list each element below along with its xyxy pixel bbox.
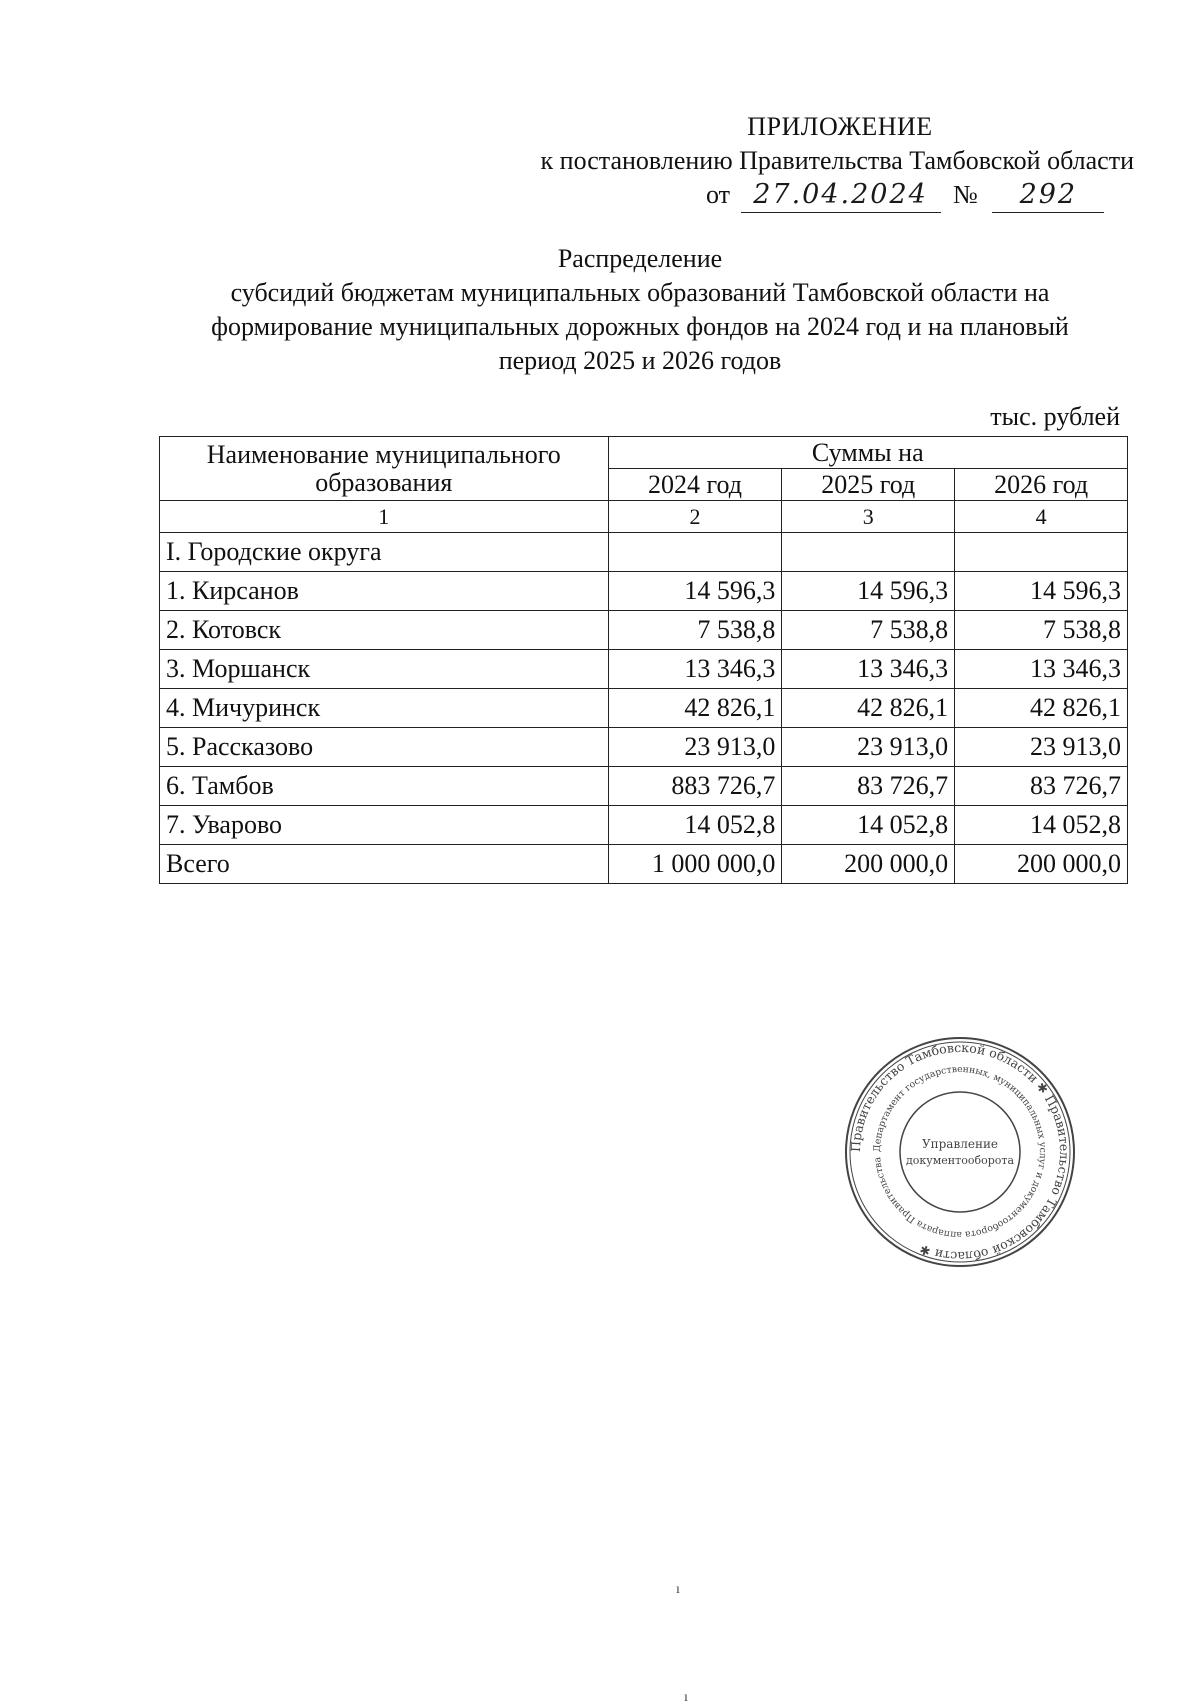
municipality-name: 1. Кирсанов [160,572,609,611]
total-2025: 200 000,0 [782,845,955,884]
appendix-title: ПРИЛОЖЕНИЕ [747,112,933,141]
total-2024: 1 000 000,0 [608,845,782,884]
value-2026: 23 913,0 [955,728,1128,767]
value-2024: 7 538,8 [608,611,782,650]
table-row [160,689,1128,728]
section-label: I. Городские округа [160,533,609,572]
date-number-line [706,178,1104,213]
municipality-name: 7. Уварово [160,806,609,845]
stamp-center-line2: документооборота [905,1154,1015,1167]
municipality-name: 3. Моршанск [160,650,609,689]
value-2024: 23 913,0 [608,728,782,767]
column-numbers-row [160,501,1128,533]
document-title [150,242,1130,378]
value-2025: 42 826,1 [782,689,955,728]
total-row [160,845,1128,884]
stamp-center-line1: Управление [921,1137,999,1151]
municipality-name: 5. Рассказово [160,728,609,767]
stamp-outer-text: Правительство Тамбовской области ✱ Правительство Тамбовской области ✱ [847,1039,1073,1265]
title-line: субсидий бюджетам муниципальных образований Тамбовской области на [230,278,1050,307]
total-label: Всего [160,845,609,884]
value-2025: 7 538,8 [782,611,955,650]
date-prefix: от [706,180,731,209]
subsidy-table [159,436,1128,884]
value-2025: 14 596,3 [782,572,955,611]
title-line: период 2025 и 2026 годов [498,346,782,375]
year-header: 2025 год [782,469,955,501]
handwritten-number: 292 [992,178,1104,213]
value-2025: 83 726,7 [782,767,955,806]
table-row [160,572,1128,611]
value-2024: 13 346,3 [608,650,782,689]
municipality-name: 4. Мичуринск [160,689,609,728]
column-number: 3 [782,501,955,533]
page-mark: ı [684,1690,688,1705]
title-line: Распределение [557,244,723,273]
column-number: 1 [160,501,609,533]
table-row [160,650,1128,689]
column-number: 4 [955,501,1128,533]
units-label: тыс. рублей [990,402,1120,431]
year-header: 2026 год [955,469,1128,501]
sums-header: Суммы на [608,437,1127,469]
office-stamp [840,1032,1080,1272]
stamp-center-ring [900,1092,1020,1212]
value-2024: 42 826,1 [608,689,782,728]
name-column-header: Наименование муниципального образования [160,437,609,501]
municipality-name: 2. Котовск [160,611,609,650]
year-header: 2024 год [608,469,782,501]
column-number: 2 [608,501,782,533]
table-row [160,728,1128,767]
appendix-subtitle: к постановлению Правительства Тамбовской области [540,146,1134,175]
appendix-header [480,110,1140,178]
page-mark: ı [676,1582,680,1597]
table-row [160,611,1128,650]
table-row [160,767,1128,806]
value-2026: 13 346,3 [955,650,1128,689]
value-2025: 23 913,0 [782,728,955,767]
value-2026: 42 826,1 [955,689,1128,728]
section-row [160,533,1128,572]
value-2024: 14 052,8 [608,806,782,845]
value-2026: 14 052,8 [955,806,1128,845]
value-2026: 83 726,7 [955,767,1128,806]
table-row [160,806,1128,845]
stamp-inner-text: Департамент государственных, муниципальных услуг и документооборота аппарата Правительства [871,1063,1049,1241]
value-2024: 14 596,3 [608,572,782,611]
municipality-name: 6. Тамбов [160,767,609,806]
value-2026: 14 596,3 [955,572,1128,611]
table-header-row [160,437,1128,469]
title-line: формирование муниципальных дорожных фондов на 2024 год и на плановый [211,312,1069,341]
value-2026: 7 538,8 [955,611,1128,650]
stamp-seal-icon [840,1032,1080,1272]
total-2026: 200 000,0 [955,845,1128,884]
value-2025: 13 346,3 [782,650,955,689]
value-2024: 883 726,7 [608,767,782,806]
value-2025: 14 052,8 [782,806,955,845]
number-label: № [953,180,978,209]
handwritten-date: 27.04.2024 [741,178,941,213]
